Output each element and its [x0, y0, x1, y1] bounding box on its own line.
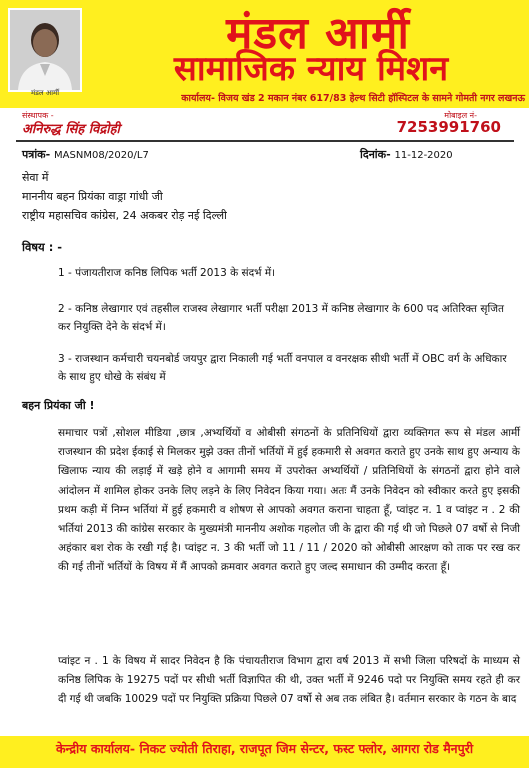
date-label: दिनांक-: [360, 148, 391, 161]
reference-value: MASNM08/2020/L7: [54, 150, 149, 161]
mobile-label: मोबाइल नं-: [444, 111, 477, 120]
org-name-line2: सामाजिक न्याय मिशन: [173, 49, 449, 89]
person-photo-icon: [10, 10, 80, 90]
salutation: बहन प्रियंका जी !: [22, 399, 95, 412]
letter-date: [360, 147, 453, 162]
subject-point-3: 3 - राजस्थान कर्मचारी चयनबोर्ड जयपुर द्वारा निकाली गई भर्ती वनपाल व वनरक्षक सीधी भर्ती में OBC वर्ग के अधिकार के साथ हुए धोखे के संबंध में: [58, 353, 507, 383]
subject-point-1: 1 - पंजायतीराज कनिष्ठ लिपिक भर्ती 2013 के संदर्भ में।: [58, 267, 276, 279]
subject-heading: विषय : -: [22, 240, 63, 254]
mobile-number: 7253991760: [396, 118, 501, 136]
addressee-line: सेवा में: [22, 171, 49, 184]
reference-number: [22, 147, 149, 162]
addressee-line: राष्ट्रीय महासचिव कांग्रेस, 24 अकबर रोड़ नई दिल्ली: [22, 209, 227, 222]
founder-label: संस्थापक -: [22, 111, 54, 120]
body-paragraph-1: समाचार पत्रों ,सोशल मीडिया ,छात्र ,अभ्यर्थियों व ओबीसी संगठनों के प्रतिनिधियों द्वारा व्यक्तिगत रूप से मंडल आर्मी राजस्थान की प्रदेश ईकाई से मिलकर मुझे उक्त तीनों भर्तियों में हुई हकमारी से अवगत कराते हुए उनके साथ हुए अन्याय के खिलाफ न्याय की लड़ाई में खड़े होने व आगामी समय में उपरोक्त अभ्यर्थियों / प्रतिनिधियों के संगठनों द्वारा होने वाले आंदोलन में शामिल होकर उनके लिए लड़ने के लिए निवेदन किया गया। अतः मैं उनके निवेदन को स्वीकार करते हुए इसकी प्रथम कड़ी में निम्न भर्तियां में हुई हकमारी व शोषण से आपको अवगत कराना चाहता हूँ, प्वांइट न. 1 व प्वांइट न . 2 की भर्तियां 2013 की कांग्रेस सरकार के मुख्यमंत्री माननीय अशोक गहलोत जी के द्वारा की गई थी जो पिछले 07 वर्षो से निजी अहंकार बश रोक के रखी गई है। प्वांइट न. 3 की भर्ती जो 11 / 11 / 2020 को ओबीसी आरक्षण को ताक पर रख कर की गई तीनों भर्तियों के विषय में मैं आपको क्रमवार अवगत कराते हुए जल्द समाधान की उम्मीद करता हूँ।: [58, 427, 520, 574]
founder-photo: [8, 8, 82, 92]
date-value: 11-12-2020: [394, 150, 453, 161]
reference-label: पत्रांक-: [22, 148, 51, 161]
addressee-line: माननीय बहन प्रियंका वाड्रा गांधी जी: [22, 190, 163, 203]
photo-caption: मंडल आर्मी: [30, 89, 60, 97]
addressee-block: [22, 168, 227, 225]
central-office-address: केन्द्रीय कार्यालय- निकट ज्योती तिराहा, राजपूत जिम सेन्टर, फस्ट फ्लोर, आगरा रोड मैनपुरी: [55, 741, 474, 756]
founder-name: अनिरुद्ध सिंह विद्रोही: [22, 122, 120, 137]
subject-point-2: 2 - कनिष्ठ लेखागार एवं तहसील राजस्व लेखागार भर्ती परीक्षा 2013 में कनिष्ठ लेखागार के 600 पद अतिरिक्त सृजित कर नियुक्ति देने के संदर्भ में।: [58, 303, 504, 333]
header-divider: [16, 140, 514, 142]
org-name-line1: मंडल आर्मी: [226, 8, 410, 59]
body-paragraph-2: प्वांइट न . 1 के विषय में सादर निवेदन है कि पंचायतीराज विभाग द्वारा वर्ष 2013 में सभी जिला परिषदों के माध्यम से कनिष्ठ लिपिक के 19275 पदों पर सीधी भर्ती विज्ञापित की थी, उक्त भर्ती में 9246 पदो पर नियुक्ति समय रहते ही कर दी गई थी जबकि 10029 पदों पर नियुक्ति प्रक्रिया पिछले 07 वर्षो से अब तक लंबित है। वर्तमान सरकार के गठन के बाद: [58, 655, 520, 706]
office-address: कार्यालय- विजय खंड 2 मकान नंबर 617/83 हेल्थ सिटी हॉस्पिटल के सामने गोमती नगर लखनऊ: [181, 93, 525, 104]
